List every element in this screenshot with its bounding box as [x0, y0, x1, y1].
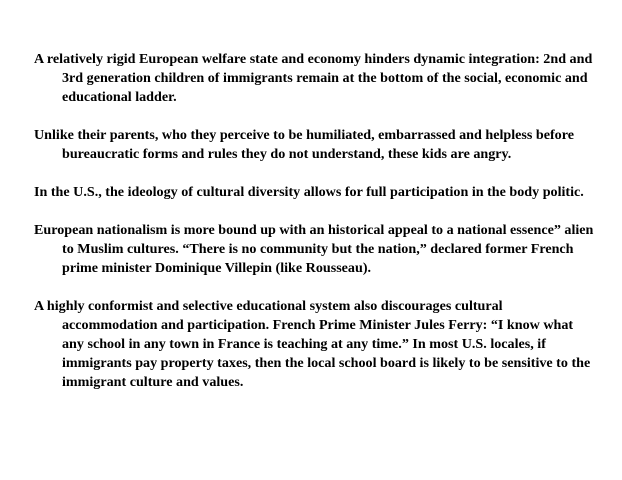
paragraph-european-nationalism: European nationalism is more bound up with an historical appeal to a national essence” alien to Muslim cultures. “There is no community but the nation,” declared former French prime minister Dominique Villepin (like Rousseau). — [34, 222, 594, 276]
paragraph-angry-kids: Unlike their parents, who they perceive to be humiliated, embarrassed and helpless before bureaucratic forms and rules they do not understand, these kids are angry. — [34, 127, 574, 162]
paragraph-educational-system: A highly conformist and selective educational system also discourages cultural accommodation and participation. French Prime Minister Jules Ferry: “I know what any school in any town in France is teaching at any time.” In most U.S. locales, if immigrants pay property taxes, then the local school board is likely to be sensitive to the immigrant culture and values. — [34, 298, 591, 390]
paragraph-welfare-state: A relatively rigid European welfare state and economy hinders dynamic integration: 2nd and 3rd generation children of immigrants remain at the bottom of the social, economic and educational ladder. — [34, 51, 593, 105]
slide-body — [34, 50, 594, 411]
paragraph-us-diversity: In the U.S., the ideology of cultural diversity allows for full participation in the body politic. — [34, 184, 584, 200]
